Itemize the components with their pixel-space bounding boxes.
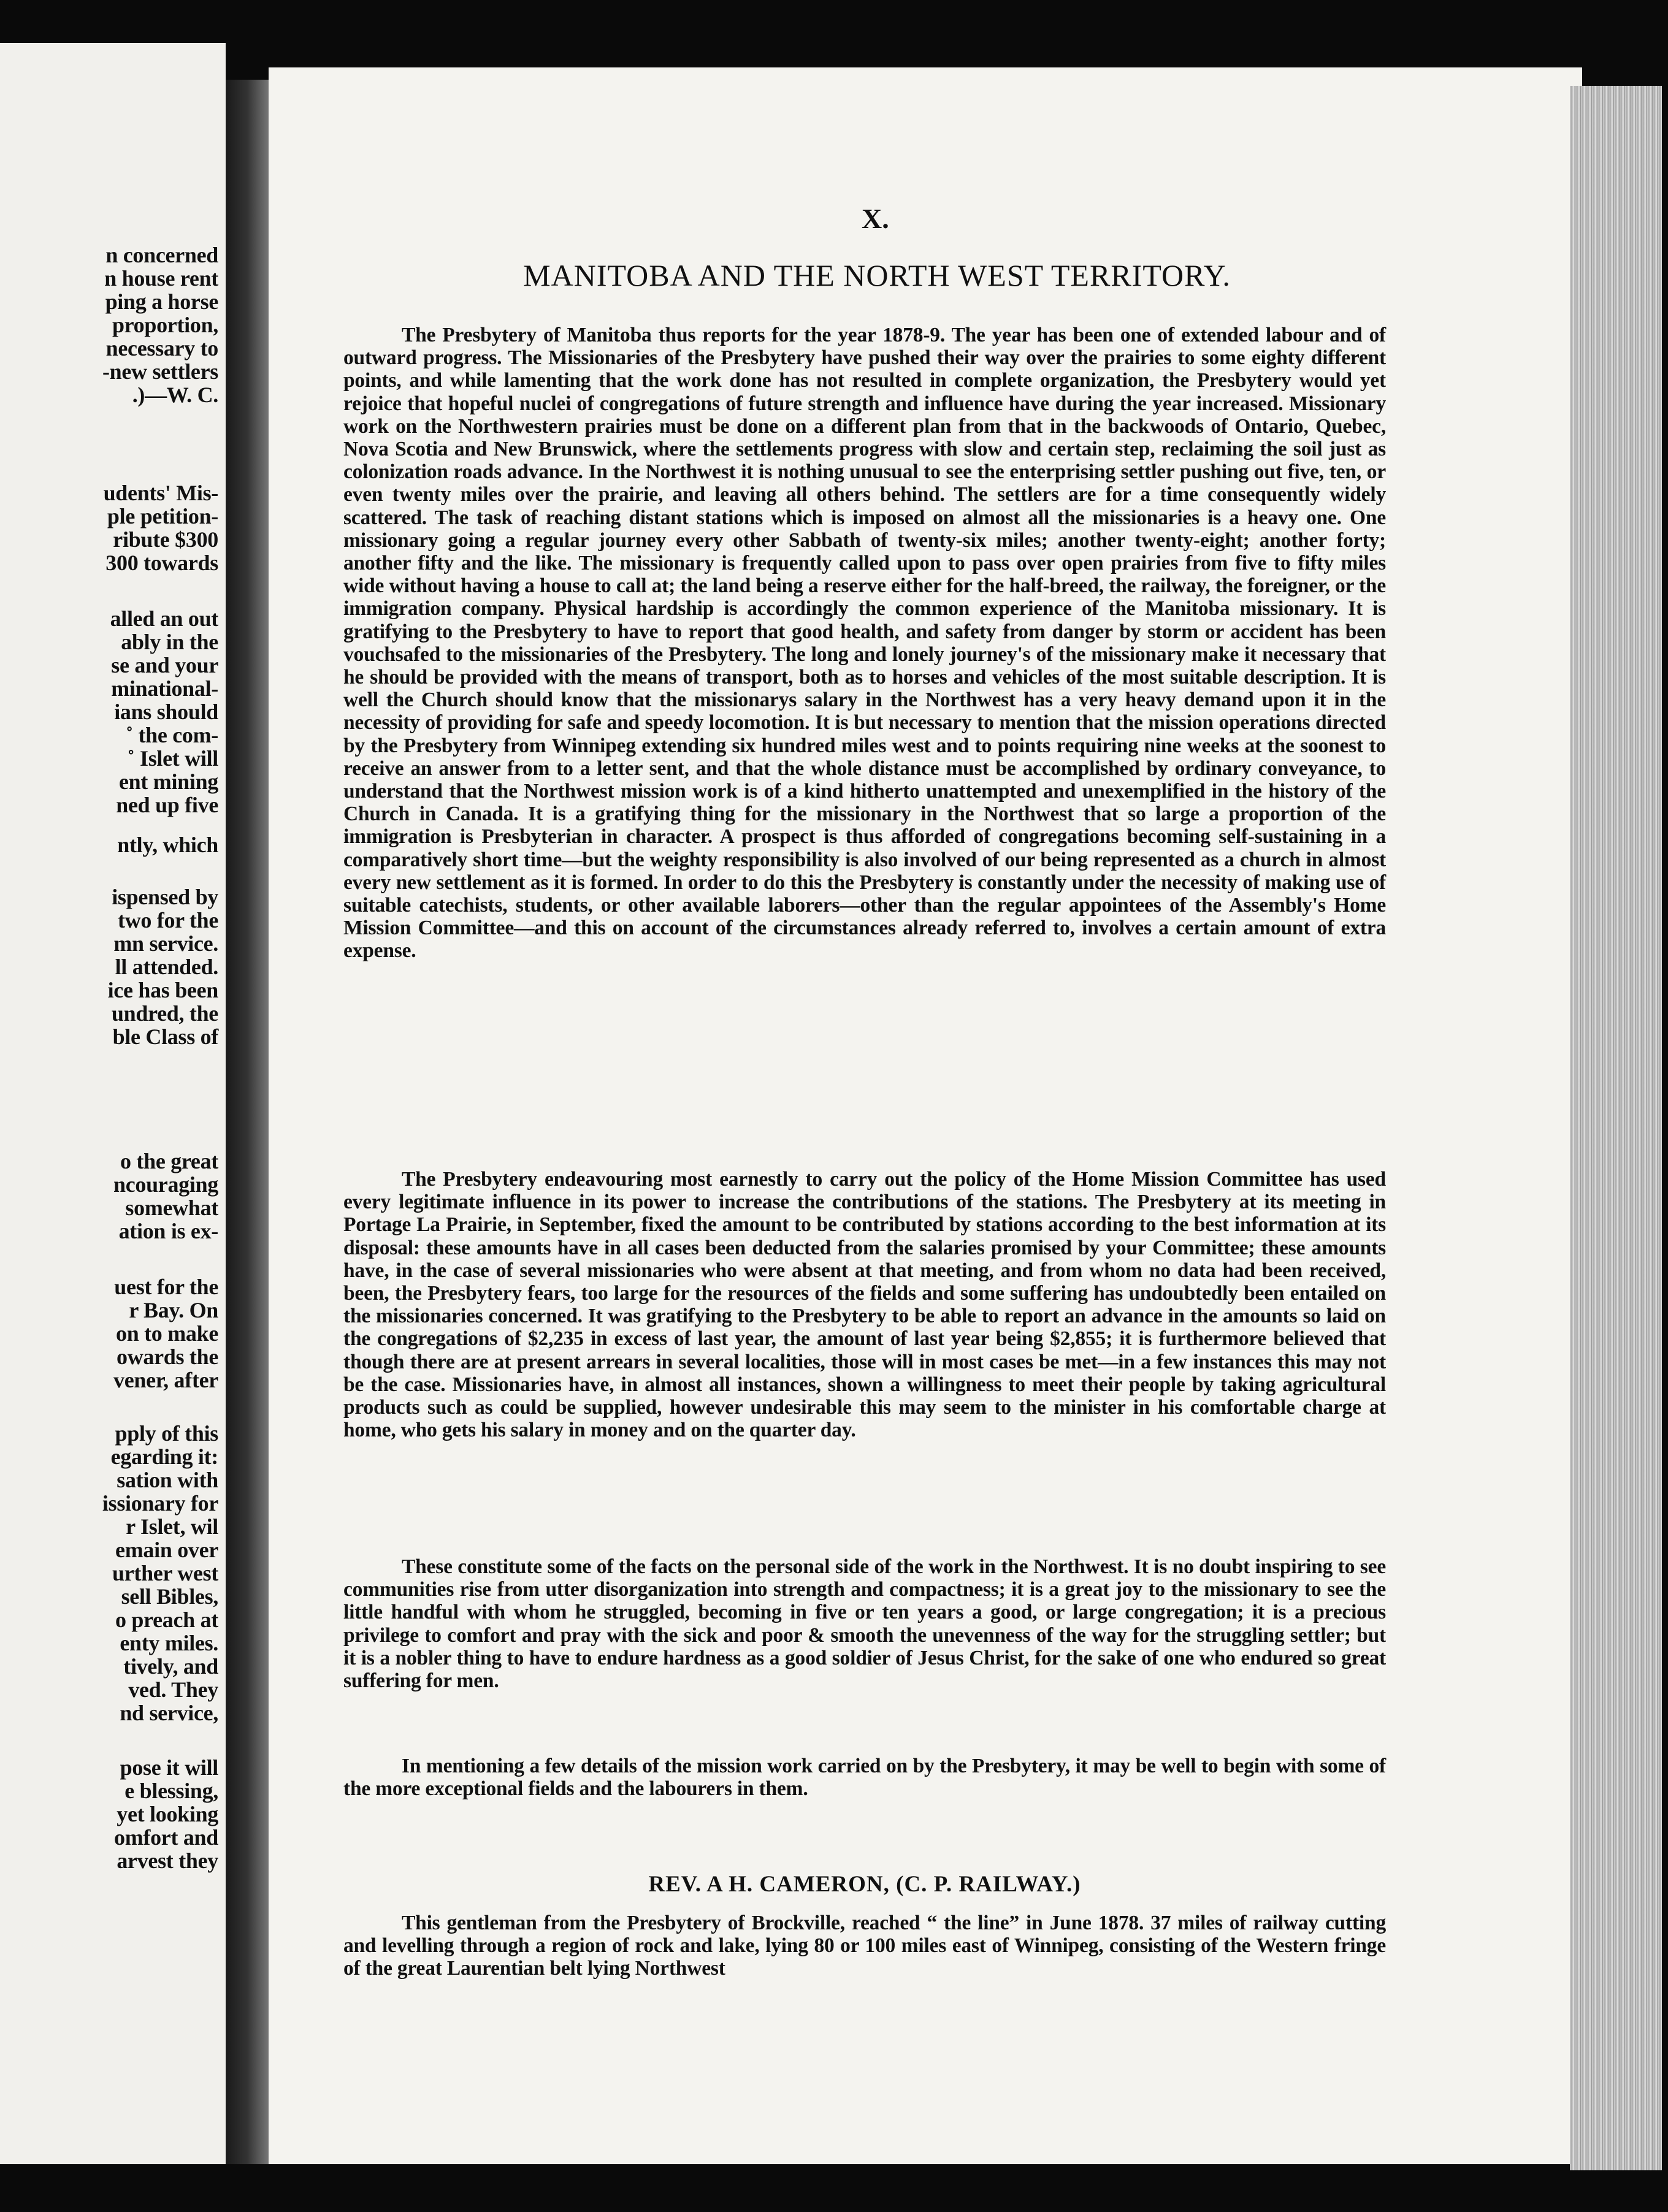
facing-page-line: alled an out [110,606,218,631]
facing-page-line: 300 towards [105,551,218,575]
facing-page-line: ispensed by [112,885,218,909]
facing-page-line: ple petition- [107,504,218,528]
facing-page-line: ribute $300 [113,527,218,552]
facing-page-line: n concerned [105,243,218,267]
page-edges [1570,86,1662,2170]
facing-page-line: r Islet, wil [126,1514,218,1539]
facing-page-line: on to make [116,1321,218,1346]
facing-page-line: somewhat [125,1196,218,1220]
facing-page-line: sation with [117,1468,218,1492]
facing-page-line: egarding it: [110,1444,218,1469]
paragraph-4: In mentioning a few details of the mission work carried on by the Presbytery, it may be well to begin with some of the more exceptional fields and the labourers in them. [343,1755,1386,1801]
facing-page-line: ably in the [121,630,218,654]
facing-page-line: -new settlers [102,359,218,384]
body-section-cameron [343,1912,1386,1980]
facing-page-line: ntly, which [117,833,218,857]
facing-page-line: vener, after [113,1368,218,1392]
facing-page-line: e blessing, [124,1779,218,1803]
facing-page-line: tively, and [123,1654,218,1679]
facing-page-line: r Bay. On [129,1298,218,1322]
facing-page-line: o preach at [115,1608,218,1632]
facing-page-line: mn service. [113,931,218,956]
facing-page-line: issionary for [102,1491,218,1516]
facing-page-line: urther west [112,1561,218,1585]
facing-page-line: yet looking [117,1802,218,1826]
facing-page [0,43,226,2164]
facing-page-line: ned up five [116,793,218,817]
facing-page-line: arvest they [117,1848,218,1873]
facing-page-line: n house rent [104,266,218,291]
facing-page-line: udents' Mis- [103,481,218,505]
facing-page-line: ice has been [107,978,218,1002]
facing-page-line: pply of this [115,1421,218,1446]
facing-page-line: owards the [117,1344,218,1369]
facing-page-line: pose it will [120,1755,218,1780]
facing-page-line: omfort and [114,1825,218,1850]
body-section-details [343,1755,1386,1800]
facing-page-line: proportion, [112,313,218,337]
facing-page-line: ll attended. [115,955,218,979]
facing-page-line: ble Class of [112,1024,218,1049]
facing-page-line: ˚ the com- [126,723,218,747]
facing-page-line: nd service, [120,1701,218,1725]
facing-page-line: minational- [111,676,218,701]
facing-page-line: uest for the [114,1275,218,1299]
paragraph-5: This gentleman from the Presbytery of Brockville, reached “ the line” in June 1878. 37 miles of railway cutting and levelling through a region of rock and lake, lying 80 or 100 miles east of Winnipeg, consisting of the Western fringe of the great Laurentian belt lying Northwest [343,1912,1386,1980]
facing-page-line: sell Bibles, [121,1584,218,1609]
facing-page-line: o the great [120,1149,218,1173]
facing-page-line: ˚ Islet will [127,746,218,771]
body-section-contributions [343,1168,1386,1441]
facing-page-line: undred, the [111,1001,218,1026]
facing-page-line: .)—W. C. [132,383,218,407]
facing-page-line: two for the [118,908,218,932]
facing-page-line: ent mining [118,769,218,794]
facing-page-line: ians should [114,700,218,724]
facing-page-line: necessary to [105,336,218,360]
page-number: X. [862,203,889,234]
section-heading: REV. A H. CAMERON, (C. P. RAILWAY.) [648,1872,1081,1897]
facing-page-line: ping a horse [105,289,218,314]
book-gutter [226,80,269,2164]
paragraph-3: These constitute some of the facts on the personal side of the work in the Northwest. It is no doubt inspiring to see communities rise from utter disorganization into strength and compactness; it is a great joy to the missionary to see the little handful with whom he struggled, becoming in five or ten years a good, or large congregation; it is a precious privilege to comfort and pray with the sick and poor & smooth the unevenness of the way for the struggling settler; but it is a nobler thing to have to endure hardness as a good soldier of Jesus Christ, for the sake of one who endured so great suffering for men. [343,1555,1386,1693]
facing-page-line: emain over [115,1538,218,1562]
facing-page-line: ncouraging [113,1172,218,1197]
facing-page-line: enty miles. [120,1631,218,1655]
facing-page-line: se and your [111,653,218,677]
facing-page-line: ved. They [128,1677,218,1702]
paragraph-2: The Presbytery endeavouring most earnestly to carry out the policy of the Home Mission Committee has used every legitimate influence in its power to increase the contributions of the stations. The Presbytery at its meeting in Portage La Prairie, in September, fixed the amount to be contributed by stations according to the best information at its disposal: these amounts have in all cases been deducted from the salaries promised by your Committee; these amounts have, in the case of several missionaries who were absent at that meeting, and from whom no data had been received, been, the Presbytery fears, too large for the resources of the fields and some suffering has undoubtedly been entailed on the missionaries concerned. It was gratifying to the Presbytery to be able to report an advance in the amounts so laid on the congregations of $2,235 in excess of last year, the amount of last year being $2,855; it is furthermore believed that though there are at present arrears in several localities, those will in most cases be met—in a few instances this may not be the case. Missionaries have, in almost all instances, shown a willingness to meet their people by taking agricultural products such as could be supplied, however undesirable this may seem to the minister in his comfortable charge at home, who gets his salary in money and on the quarter day. [343,1168,1386,1442]
body-section-personal [343,1555,1386,1692]
facing-page-line: ation is ex- [118,1219,218,1243]
paragraph-1: The Presbytery of Manitoba thus reports for the year 1878-9. The year has been one of extended labour and of outward progress. The Missionaries of the Presbytery have pushed their way over the prairies to some eighty different points, and while lamenting that the work done has not resulted in complete organization, the Presbytery would yet rejoice that hopeful nuclei of congregations of future strength and influence have during the year increased. Missionary work on the Northwestern prairies must be done on a different plan from that in the backwoods of Ontario, Quebec, Nova Scotia and New Brunswick, where the settlements progress with slow and certain step, reclaiming the soil just as colonization roads advance. In the Northwest it is nothing unusual to see the enterprising settler pushing out five, ten, or even twenty miles over the prairie, and leaving all others behind. The settlers are for a time consequently widely scattered. The task of reaching distant stations which is imposed on almost all the missionaries is a heavy one. One missionary going a regular journey every other Sabbath of twenty-six miles; another twenty-eight; another forty; another fifty and the like. The missionary is frequently called upon to pass over open prairies from five to fifty miles wide without having a house to call at; the land being a reserve either for the half-breed, the railway, the foreigner, or the immigration company. Physical hardship is accordingly the common experience of the Manitoba missionary. It is gratifying to the Presbytery to have to report that good health, and safety from danger by storm or accident has been vouchsafed to the missionaries of the Presbytery. The long and lonely journey's of the missionary make it necessary that he should be provided with the means of transport, both as to horses and vehicles of the most suitable description. It is well the Church should know that the missionarys salary in the Northwest has a very heavy demand upon it in the necessity of providing for safe and speedy locomotion. It is but necessary to mention that the mission operations directed by the Presbytery from Winnipeg extending six hundred miles west and to points requiring nine weeks at the soonest to receive an answer from to a letter sent, and that the whole distance must be accomplished by ordinary conveyance, to understand that the Northwest mission work is of a kind hitherto unattempted and unexemplified in the history of the Church in Canada. It is a gratifying thing for the missionary in the Northwest that so large a proportion of the immigration is Presbyterian in character. A prospect is thus afforded of congregations becoming self-sustaining in a comparatively short time—but the weighty responsibility is also involved of our being represented as a church in almost every new settlement as it is formed. In order to do this the Presbytery is constantly under the necessity of making use of suitable catechists, students, or other available laborers—other than the regular appointees of the Assembly's Home Mission Committee—and this on account of the circumstances already referred to, involves a certain amount of extra expense. [343,324,1386,963]
body-section-main [343,324,1386,963]
page-title: MANITOBA AND THE NORTH WEST TERRITORY. [523,258,1231,292]
